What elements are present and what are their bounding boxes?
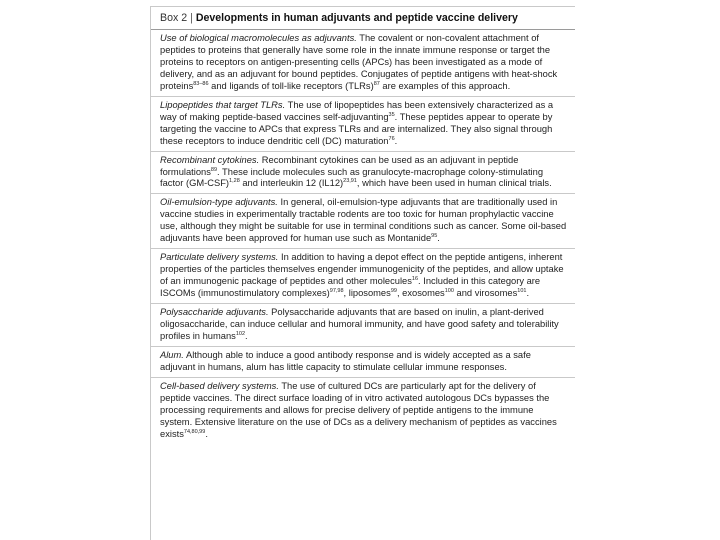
section-text: The use of lipopeptides has been extensively characterized as a way of making peptide-based vaccines self-adjuvanting bbox=[160, 99, 554, 122]
section-text: Although able to induce a good antibody response and is widely accepted as a safe adjuvant in humans, alum has little capacity to stimulate cellular immune responses. bbox=[160, 349, 531, 372]
box-title: Developments in human adjuvants and peptide vaccine delivery bbox=[195, 12, 518, 24]
section-text: The covalent or non-covalent attachment of peptides to proteins that generally have some role in the innate immune response or target the proteins to receptors on antigen-presenting cells (APCs) has been investigated as a mode of delivery, and as an adjuvant for bound peptides. Conjugates of peptide antigens with heat-shock proteins bbox=[160, 33, 558, 91]
section-title: Particulate delivery systems. bbox=[160, 252, 279, 263]
box-section bbox=[151, 304, 575, 347]
section-text: Polysaccharide adjuvants that are based on inulin, a plant-derived oligosaccharide, can induce cellular and humoral immunity, and have good safety and tolerability profiles in humans bbox=[160, 307, 559, 341]
box-separator: | bbox=[190, 12, 193, 24]
section-text: and interleukin 12 (IL12) bbox=[239, 178, 344, 189]
box-section bbox=[151, 194, 575, 249]
section-text: . These include molecules such as granulocyte-macrophage colony-stimulating factor (GM-CSF) bbox=[160, 166, 544, 189]
section-text: . These peptides appear to operate by targeting the vaccine to APCs that express TLRs and are internalized. They also signal through these receptors to induce dendritic cell (DC) maturation bbox=[160, 111, 553, 146]
box-header bbox=[151, 7, 575, 30]
reference-superscript: 95 bbox=[431, 233, 438, 240]
reference-superscript: 100 bbox=[444, 288, 454, 294]
section-text: , exosomes bbox=[396, 288, 445, 299]
section-text: . Included in this category are ISCOMs (immunostimulatory complexes) bbox=[160, 276, 541, 299]
section-text: . bbox=[205, 428, 208, 439]
section-text: . bbox=[394, 135, 398, 146]
box-panel bbox=[150, 6, 575, 540]
reference-superscript: 23,91 bbox=[343, 178, 357, 185]
reference-superscript: 99 bbox=[390, 288, 397, 294]
section-text: and ligands of toll-like receptors (TLRs) bbox=[208, 80, 374, 91]
box-sections bbox=[151, 30, 575, 444]
section-title: Lipopeptides that target TLRs. bbox=[160, 99, 286, 110]
reference-superscript: 87 bbox=[373, 80, 380, 87]
box-label: Box 2 bbox=[160, 12, 188, 24]
reference-superscript: 16 bbox=[411, 276, 419, 283]
section-title: Use of biological macromolecules as adjuvants. bbox=[160, 33, 357, 43]
reference-superscript: 101 bbox=[517, 288, 527, 294]
section-text: In general, oil-emulsion-type adjuvants that are traditionally used in vaccine studies in experimentally tractable rodents are too toxic for human prophylactic vaccine use, although they might be suitable for use in terminal conditions such as cancer. Some oil-based adjuvants have been approved for human use such as Montanide bbox=[160, 197, 567, 244]
box-section bbox=[151, 378, 575, 444]
section-text: are examples of this approach. bbox=[379, 80, 511, 91]
section-title: Cell-based delivery systems. bbox=[160, 380, 279, 391]
reference-superscript: 89 bbox=[210, 166, 218, 173]
box-section bbox=[151, 249, 575, 304]
box-section bbox=[151, 30, 575, 97]
reference-superscript: 74,80,99 bbox=[183, 428, 206, 435]
reference-superscript: 1,28 bbox=[229, 178, 240, 185]
section-title: Polysaccharide adjuvants. bbox=[160, 307, 269, 318]
section-title: Recombinant cytokines. bbox=[160, 154, 260, 165]
section-text: . bbox=[245, 330, 248, 341]
reference-superscript: 76 bbox=[388, 135, 395, 142]
section-text: , which have been used in human clinical trials. bbox=[356, 178, 552, 189]
section-title: Alum. bbox=[160, 349, 184, 360]
reference-superscript: 102 bbox=[235, 330, 246, 337]
section-text: . bbox=[526, 288, 530, 299]
reference-superscript: 97,98 bbox=[329, 288, 344, 294]
box-section bbox=[151, 152, 575, 195]
section-text: In addition to having a depot effect on the peptide antigens, inherent properties of the particles themselves engender immunogenicity of the peptides, and allow uptake of an immunogenic package of peptides and other molecules bbox=[160, 252, 564, 287]
box-section bbox=[151, 347, 575, 378]
section-text: , liposomes bbox=[343, 288, 391, 299]
section-text: Recombinant cytokines can be used as an adjuvant in peptide formulations bbox=[160, 154, 519, 177]
section-title: Oil-emulsion-type adjuvants. bbox=[160, 197, 278, 208]
section-text: . bbox=[437, 233, 440, 244]
section-text: The use of cultured DCs are particularly apt for the delivery of peptide vaccines. The direct surface loading of in vitro activated autologous DCs bypasses the processing requirements and allows for precise delivery of peptide antigens to the immune system. Extensive literature on the use of DCs as a delivery mechanism of peptides as vaccines exists bbox=[160, 380, 557, 439]
reference-superscript: 83–86 bbox=[193, 80, 209, 87]
reference-superscript: 35 bbox=[388, 111, 395, 118]
box-section bbox=[151, 97, 575, 152]
section-text: and virosomes bbox=[453, 288, 518, 299]
